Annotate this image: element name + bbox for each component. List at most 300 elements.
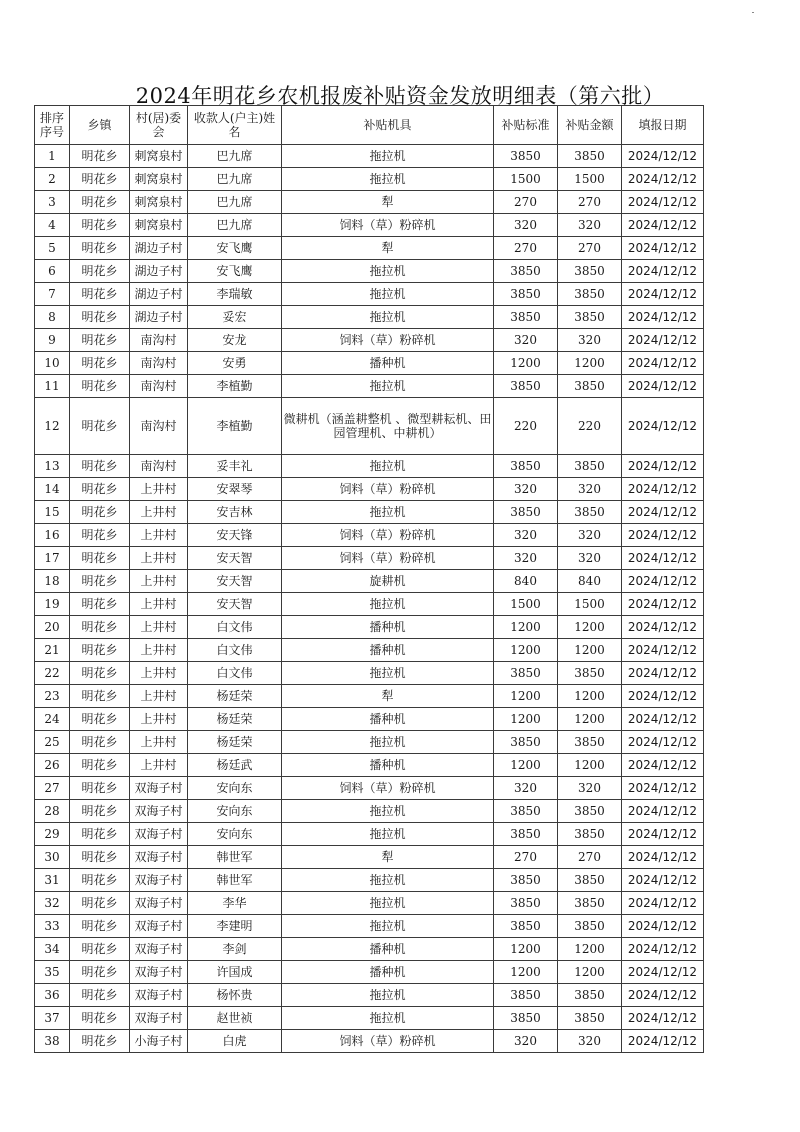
village-cell: 南沟村 [130,455,188,478]
date-cell: 2024/12/12 [622,1030,704,1053]
payee-cell: 安吉林 [188,501,282,524]
machine-cell: 拖拉机 [282,1007,494,1030]
machine-cell: 播种机 [282,754,494,777]
standard-cell: 3850 [494,145,558,168]
village-cell: 双海子村 [130,846,188,869]
seq-cell: 1 [35,145,70,168]
standard-cell: 3850 [494,260,558,283]
table-row [35,570,704,593]
table-row [35,329,704,352]
payee-cell: 安翠琴 [188,478,282,501]
table-row [35,731,704,754]
machine-cell: 拖拉机 [282,915,494,938]
standard-cell: 3850 [494,800,558,823]
table-row [35,547,704,570]
payee-cell: 杨廷武 [188,754,282,777]
table-row [35,685,704,708]
date-cell: 2024/12/12 [622,237,704,260]
village-cell: 双海子村 [130,915,188,938]
township-cell: 明花乡 [70,260,130,283]
village-cell: 上井村 [130,685,188,708]
village-cell: 湖边子村 [130,237,188,260]
table-row [35,869,704,892]
standard-cell: 1200 [494,708,558,731]
amount-cell: 3850 [558,283,622,306]
payee-cell: 妥丰礼 [188,455,282,478]
date-cell: 2024/12/12 [622,306,704,329]
subsidy-detail-table [34,105,704,1053]
standard-cell: 270 [494,846,558,869]
standard-cell: 270 [494,191,558,214]
header-cell-amount: 补贴金额 [558,106,622,145]
standard-cell: 1500 [494,168,558,191]
amount-cell: 320 [558,777,622,800]
amount-cell: 3850 [558,455,622,478]
seq-cell: 29 [35,823,70,846]
payee-cell: 安天智 [188,547,282,570]
village-cell: 刺窝泉村 [130,145,188,168]
date-cell: 2024/12/12 [622,501,704,524]
table-row [35,501,704,524]
amount-cell: 3850 [558,800,622,823]
village-cell: 上井村 [130,616,188,639]
standard-cell: 840 [494,570,558,593]
payee-cell: 赵世祯 [188,1007,282,1030]
header-cell-standard: 补贴标准 [494,106,558,145]
seq-cell: 28 [35,800,70,823]
date-cell: 2024/12/12 [622,938,704,961]
township-cell: 明花乡 [70,398,130,455]
seq-cell: 33 [35,915,70,938]
village-cell: 上井村 [130,524,188,547]
township-cell: 明花乡 [70,938,130,961]
standard-cell: 3850 [494,662,558,685]
seq-cell: 26 [35,754,70,777]
standard-cell: 1200 [494,938,558,961]
payee-cell: 巴九席 [188,168,282,191]
amount-cell: 1200 [558,685,622,708]
township-cell: 明花乡 [70,524,130,547]
payee-cell: 李植勤 [188,398,282,455]
township-cell: 明花乡 [70,915,130,938]
date-cell: 2024/12/12 [622,352,704,375]
amount-cell: 3850 [558,915,622,938]
standard-cell: 3850 [494,306,558,329]
standard-cell: 1200 [494,352,558,375]
date-cell: 2024/12/12 [622,1007,704,1030]
table-row [35,191,704,214]
table-row [35,984,704,1007]
village-cell: 刺窝泉村 [130,191,188,214]
township-cell: 明花乡 [70,731,130,754]
machine-cell: 播种机 [282,639,494,662]
machine-cell: 拖拉机 [282,501,494,524]
payee-cell: 安勇 [188,352,282,375]
village-cell: 上井村 [130,639,188,662]
table-row [35,616,704,639]
machine-cell: 播种机 [282,352,494,375]
machine-cell: 播种机 [282,961,494,984]
payee-cell: 白文伟 [188,639,282,662]
township-cell: 明花乡 [70,145,130,168]
machine-cell: 拖拉机 [282,984,494,1007]
payee-cell: 安飞鹰 [188,237,282,260]
date-cell: 2024/12/12 [622,593,704,616]
seq-cell: 3 [35,191,70,214]
payee-cell: 妥宏 [188,306,282,329]
payee-cell: 韩世军 [188,846,282,869]
amount-cell: 220 [558,398,622,455]
seq-cell: 13 [35,455,70,478]
standard-cell: 3850 [494,823,558,846]
table-row [35,961,704,984]
township-cell: 明花乡 [70,616,130,639]
village-cell: 南沟村 [130,329,188,352]
payee-cell: 安向东 [188,777,282,800]
seq-cell: 22 [35,662,70,685]
township-cell: 明花乡 [70,961,130,984]
amount-cell: 3850 [558,823,622,846]
village-cell: 刺窝泉村 [130,214,188,237]
village-cell: 双海子村 [130,800,188,823]
township-cell: 明花乡 [70,639,130,662]
header-cell-payee: 收款人(户主)姓名 [188,106,282,145]
seq-cell: 5 [35,237,70,260]
date-cell: 2024/12/12 [622,754,704,777]
seq-cell: 38 [35,1030,70,1053]
machine-cell: 拖拉机 [282,593,494,616]
standard-cell: 320 [494,524,558,547]
amount-cell: 1200 [558,961,622,984]
township-cell: 明花乡 [70,168,130,191]
date-cell: 2024/12/12 [622,892,704,915]
standard-cell: 320 [494,329,558,352]
machine-cell: 犁 [282,191,494,214]
township-cell: 明花乡 [70,984,130,1007]
standard-cell: 3850 [494,501,558,524]
village-cell: 湖边子村 [130,306,188,329]
standard-cell: 320 [494,1030,558,1053]
seq-cell: 14 [35,478,70,501]
township-cell: 明花乡 [70,237,130,260]
header-cell-village: 村(居)委会 [130,106,188,145]
township-cell: 明花乡 [70,708,130,731]
payee-cell: 白文伟 [188,616,282,639]
township-cell: 明花乡 [70,478,130,501]
township-cell: 明花乡 [70,329,130,352]
township-cell: 明花乡 [70,754,130,777]
date-cell: 2024/12/12 [622,168,704,191]
amount-cell: 320 [558,329,622,352]
township-cell: 明花乡 [70,570,130,593]
payee-cell: 安天锋 [188,524,282,547]
seq-cell: 10 [35,352,70,375]
village-cell: 南沟村 [130,375,188,398]
amount-cell: 320 [558,524,622,547]
payee-cell: 安天智 [188,570,282,593]
seq-cell: 12 [35,398,70,455]
table-row [35,1007,704,1030]
table-row [35,846,704,869]
scan-speck [752,12,754,13]
amount-cell: 3850 [558,145,622,168]
header-cell-seq: 排序序号 [35,106,70,145]
seq-cell: 6 [35,260,70,283]
amount-cell: 270 [558,191,622,214]
amount-cell: 3850 [558,306,622,329]
amount-cell: 320 [558,214,622,237]
date-cell: 2024/12/12 [622,961,704,984]
standard-cell: 1200 [494,754,558,777]
table-row [35,892,704,915]
standard-cell: 1200 [494,639,558,662]
amount-cell: 3850 [558,984,622,1007]
seq-cell: 30 [35,846,70,869]
table-row [35,639,704,662]
seq-cell: 24 [35,708,70,731]
table-row [35,754,704,777]
payee-cell: 杨怀贵 [188,984,282,1007]
amount-cell: 1500 [558,168,622,191]
payee-cell: 杨廷荣 [188,685,282,708]
machine-cell: 犁 [282,846,494,869]
payee-cell: 许国成 [188,961,282,984]
payee-cell: 巴九席 [188,214,282,237]
amount-cell: 1200 [558,352,622,375]
township-cell: 明花乡 [70,662,130,685]
header-cell-machine: 补贴机具 [282,106,494,145]
township-cell: 明花乡 [70,283,130,306]
date-cell: 2024/12/12 [622,524,704,547]
date-cell: 2024/12/12 [622,398,704,455]
machine-cell: 拖拉机 [282,306,494,329]
payee-cell: 安龙 [188,329,282,352]
payee-cell: 白文伟 [188,662,282,685]
village-cell: 南沟村 [130,398,188,455]
payee-cell: 李剑 [188,938,282,961]
payee-cell: 韩世军 [188,869,282,892]
date-cell: 2024/12/12 [622,869,704,892]
seq-cell: 21 [35,639,70,662]
date-cell: 2024/12/12 [622,823,704,846]
village-cell: 湖边子村 [130,283,188,306]
table-row [35,593,704,616]
standard-cell: 3850 [494,455,558,478]
machine-cell: 饲料（草）粉碎机 [282,777,494,800]
seq-cell: 31 [35,869,70,892]
table-row [35,306,704,329]
table-row [35,375,704,398]
township-cell: 明花乡 [70,191,130,214]
standard-cell: 1200 [494,685,558,708]
seq-cell: 8 [35,306,70,329]
machine-cell: 拖拉机 [282,731,494,754]
date-cell: 2024/12/12 [622,616,704,639]
machine-cell: 拖拉机 [282,800,494,823]
table-body [35,145,704,1053]
machine-cell: 拖拉机 [282,869,494,892]
seq-cell: 2 [35,168,70,191]
amount-cell: 320 [558,1030,622,1053]
township-cell: 明花乡 [70,501,130,524]
machine-cell: 饲料（草）粉碎机 [282,547,494,570]
seq-cell: 11 [35,375,70,398]
seq-cell: 7 [35,283,70,306]
date-cell: 2024/12/12 [622,662,704,685]
village-cell: 双海子村 [130,1007,188,1030]
township-cell: 明花乡 [70,1030,130,1053]
township-cell: 明花乡 [70,547,130,570]
village-cell: 双海子村 [130,823,188,846]
table-row [35,524,704,547]
township-cell: 明花乡 [70,1007,130,1030]
standard-cell: 3850 [494,915,558,938]
seq-cell: 20 [35,616,70,639]
standard-cell: 3850 [494,375,558,398]
amount-cell: 1200 [558,708,622,731]
payee-cell: 李瑞敏 [188,283,282,306]
machine-cell: 微耕机（涵盖耕整机 、微型耕耘机、田园管理机、中耕机） [282,398,494,455]
machine-cell: 播种机 [282,708,494,731]
village-cell: 湖边子村 [130,260,188,283]
machine-cell: 饲料（草）粉碎机 [282,524,494,547]
township-cell: 明花乡 [70,593,130,616]
amount-cell: 1200 [558,639,622,662]
village-cell: 小海子村 [130,1030,188,1053]
table-row [35,352,704,375]
village-cell: 上井村 [130,501,188,524]
amount-cell: 270 [558,237,622,260]
date-cell: 2024/12/12 [622,145,704,168]
seq-cell: 18 [35,570,70,593]
machine-cell: 饲料（草）粉碎机 [282,214,494,237]
township-cell: 明花乡 [70,869,130,892]
date-cell: 2024/12/12 [622,283,704,306]
seq-cell: 27 [35,777,70,800]
machine-cell: 拖拉机 [282,455,494,478]
machine-cell: 旋耕机 [282,570,494,593]
amount-cell: 3850 [558,260,622,283]
standard-cell: 1200 [494,961,558,984]
village-cell: 上井村 [130,731,188,754]
amount-cell: 3850 [558,1007,622,1030]
date-cell: 2024/12/12 [622,260,704,283]
township-cell: 明花乡 [70,800,130,823]
amount-cell: 1200 [558,754,622,777]
standard-cell: 320 [494,214,558,237]
township-cell: 明花乡 [70,846,130,869]
table-row [35,708,704,731]
machine-cell: 饲料（草）粉碎机 [282,329,494,352]
seq-cell: 15 [35,501,70,524]
township-cell: 明花乡 [70,375,130,398]
date-cell: 2024/12/12 [622,478,704,501]
machine-cell: 饲料（草）粉碎机 [282,1030,494,1053]
date-cell: 2024/12/12 [622,375,704,398]
seq-cell: 23 [35,685,70,708]
village-cell: 双海子村 [130,984,188,1007]
seq-cell: 17 [35,547,70,570]
machine-cell: 播种机 [282,616,494,639]
table-row [35,283,704,306]
table-row [35,915,704,938]
standard-cell: 3850 [494,731,558,754]
header-cell-date: 填报日期 [622,106,704,145]
payee-cell: 巴九席 [188,191,282,214]
date-cell: 2024/12/12 [622,846,704,869]
township-cell: 明花乡 [70,306,130,329]
table-row [35,662,704,685]
machine-cell: 播种机 [282,938,494,961]
amount-cell: 1200 [558,938,622,961]
machine-cell: 拖拉机 [282,283,494,306]
date-cell: 2024/12/12 [622,639,704,662]
date-cell: 2024/12/12 [622,685,704,708]
table-row [35,777,704,800]
table-header-row [35,106,704,145]
township-cell: 明花乡 [70,823,130,846]
machine-cell: 拖拉机 [282,260,494,283]
table-row [35,398,704,455]
machine-cell: 拖拉机 [282,892,494,915]
payee-cell: 李华 [188,892,282,915]
village-cell: 双海子村 [130,938,188,961]
amount-cell: 3850 [558,731,622,754]
date-cell: 2024/12/12 [622,455,704,478]
amount-cell: 320 [558,478,622,501]
village-cell: 上井村 [130,547,188,570]
village-cell: 双海子村 [130,961,188,984]
payee-cell: 安向东 [188,823,282,846]
date-cell: 2024/12/12 [622,800,704,823]
payee-cell: 巴九席 [188,145,282,168]
table-row [35,478,704,501]
township-cell: 明花乡 [70,777,130,800]
payee-cell: 杨廷荣 [188,708,282,731]
table-row [35,145,704,168]
village-cell: 上井村 [130,478,188,501]
machine-cell: 犁 [282,685,494,708]
village-cell: 上井村 [130,754,188,777]
amount-cell: 270 [558,846,622,869]
township-cell: 明花乡 [70,685,130,708]
amount-cell: 1200 [558,616,622,639]
village-cell: 上井村 [130,708,188,731]
township-cell: 明花乡 [70,214,130,237]
date-cell: 2024/12/12 [622,214,704,237]
table-row [35,237,704,260]
payee-cell: 杨廷荣 [188,731,282,754]
date-cell: 2024/12/12 [622,915,704,938]
standard-cell: 3850 [494,892,558,915]
table-row [35,455,704,478]
amount-cell: 3850 [558,375,622,398]
seq-cell: 35 [35,961,70,984]
amount-cell: 3850 [558,869,622,892]
page-title: 2024年明花乡农机报废补贴资金发放明细表（第六批） [135,84,665,109]
date-cell: 2024/12/12 [622,708,704,731]
payee-cell: 李建明 [188,915,282,938]
standard-cell: 1500 [494,593,558,616]
amount-cell: 840 [558,570,622,593]
payee-cell: 安飞鹰 [188,260,282,283]
table-row [35,168,704,191]
village-cell: 双海子村 [130,892,188,915]
village-cell: 南沟村 [130,352,188,375]
village-cell: 刺窝泉村 [130,168,188,191]
village-cell: 上井村 [130,593,188,616]
date-cell: 2024/12/12 [622,191,704,214]
